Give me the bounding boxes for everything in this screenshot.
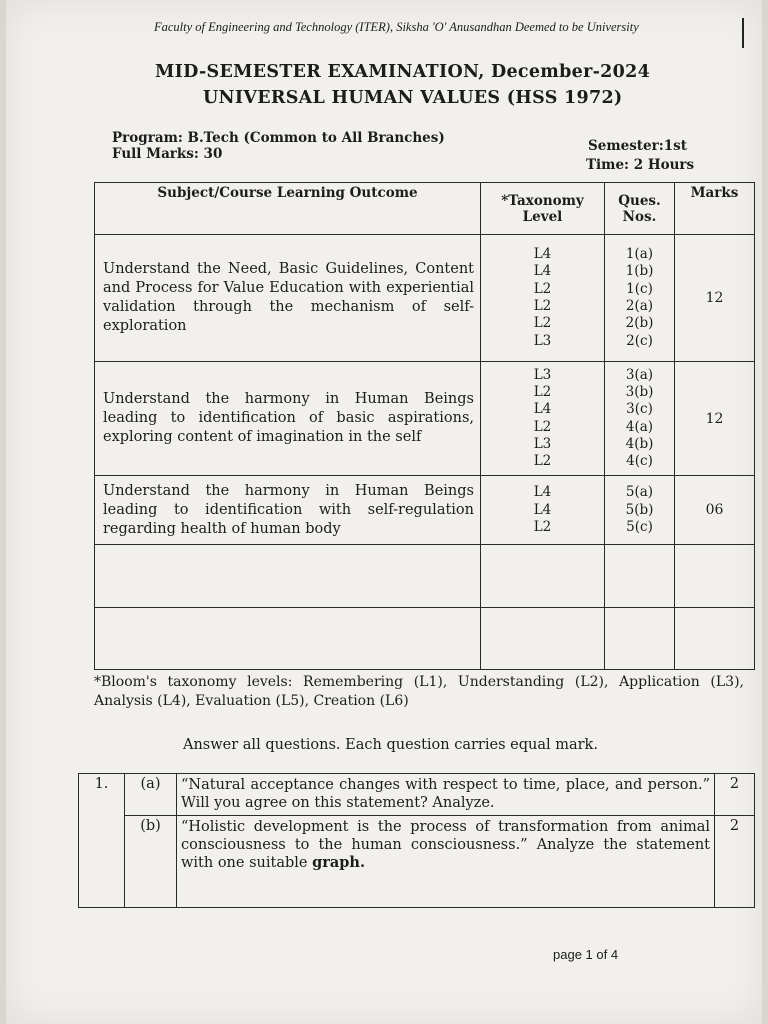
level-cell: L4 bbox=[533, 501, 552, 518]
header-questions: Ques. Nos. bbox=[605, 183, 675, 235]
level-cell: L2 bbox=[533, 518, 552, 535]
level-cell: L3 bbox=[533, 366, 552, 383]
instructions: Answer all questions. Each question carries equal mark. bbox=[183, 737, 598, 753]
question-cell: 5(b) bbox=[625, 501, 654, 518]
taxonomy-levels bbox=[481, 235, 605, 362]
learning-outcome-table bbox=[94, 182, 755, 670]
question-cell: 5(c) bbox=[626, 518, 653, 535]
question-cell: 2(c) bbox=[626, 332, 653, 349]
question-text-bold: graph. bbox=[312, 854, 365, 871]
margin-rule bbox=[742, 18, 744, 48]
marks-cell: 12 bbox=[675, 235, 755, 362]
level-cell: L4 bbox=[533, 401, 552, 418]
bloom-legend: *Bloom's taxonomy levels: Remembering (L1), Understanding (L2), Application (L3), Analysis (L4), Evaluation (L5), Creation (L6) bbox=[94, 674, 744, 709]
question-cell: 5(a) bbox=[625, 484, 654, 501]
sub-question-label: (b) bbox=[125, 816, 177, 908]
semester-label: Semester:1st bbox=[588, 138, 687, 154]
time-label: Time: 2 Hours bbox=[586, 157, 695, 173]
full-marks-label: Full Marks: 30 bbox=[112, 146, 223, 162]
question-text: “Natural acceptance changes with respect to time, place, and person.” Will you agree on this statement? Analyze. bbox=[177, 774, 715, 816]
question-cell: 2(a) bbox=[625, 297, 654, 314]
level-cell: L2 bbox=[533, 280, 552, 297]
page-number: page 1 of 4 bbox=[553, 947, 619, 962]
faculty-line: Faculty of Engineering and Technology (ITER), Siksha 'O' Anusandhan Deemed to be University bbox=[154, 20, 639, 34]
level-cell: L4 bbox=[533, 246, 552, 263]
level-cell: L3 bbox=[533, 332, 552, 349]
table-row-empty bbox=[95, 545, 755, 607]
question-marks: 2 bbox=[715, 816, 755, 908]
question-numbers bbox=[605, 235, 675, 362]
header-subject: Subject/Course Learning Outcome bbox=[95, 183, 481, 235]
question-cell: 3(c) bbox=[626, 401, 653, 418]
table-row bbox=[95, 361, 755, 475]
question-cell: 1(b) bbox=[625, 263, 654, 280]
question-cell: 1(c) bbox=[626, 280, 653, 297]
question-cell: 3(b) bbox=[625, 384, 654, 401]
question-row bbox=[79, 774, 755, 816]
level-cell: L2 bbox=[533, 453, 552, 470]
level-cell: L4 bbox=[533, 263, 552, 280]
sub-question-label: (a) bbox=[125, 774, 177, 816]
questions-table bbox=[78, 773, 755, 908]
question-cell: 2(b) bbox=[625, 315, 654, 332]
table-row bbox=[95, 235, 755, 362]
marks-cell: 12 bbox=[675, 361, 755, 475]
question-text bbox=[177, 816, 715, 908]
taxonomy-levels bbox=[481, 476, 605, 545]
table-header-row bbox=[95, 183, 755, 235]
program-label: Program: B.Tech (Common to All Branches) bbox=[112, 130, 445, 146]
question-numbers bbox=[605, 361, 675, 475]
outcome-text: Understand the harmony in Human Beings leading to identification of basic aspirations, exploring content of imagination in the self bbox=[95, 361, 481, 475]
question-cell: 3(a) bbox=[625, 366, 654, 383]
outcome-text: Understand the Need, Basic Guidelines, Content and Process for Value Education with experiential validation through the mechanism of self-exploration bbox=[95, 235, 481, 362]
question-cell: 4(a) bbox=[625, 418, 654, 435]
level-cell: L2 bbox=[533, 315, 552, 332]
table-row bbox=[95, 476, 755, 545]
level-cell: L2 bbox=[533, 418, 552, 435]
level-cell: L2 bbox=[533, 384, 552, 401]
header-taxonomy: *Taxonomy Level bbox=[481, 183, 605, 235]
question-numbers bbox=[605, 476, 675, 545]
taxonomy-levels bbox=[481, 361, 605, 475]
header-marks: Marks bbox=[675, 183, 755, 235]
level-cell: L3 bbox=[533, 435, 552, 452]
question-cell: 4(b) bbox=[625, 435, 654, 452]
outcome-text: Understand the harmony in Human Beings leading to identification with self-regulation regarding health of human body bbox=[95, 476, 481, 545]
question-text-main: “Holistic development is the process of transformation from animal consciousness to the human consciousness.” Analyze the statement with one suitable bbox=[181, 819, 710, 871]
marks-cell: 06 bbox=[675, 476, 755, 545]
question-cell: 1(a) bbox=[625, 246, 654, 263]
course-title: UNIVERSAL HUMAN VALUES (HSS 1972) bbox=[203, 88, 623, 108]
question-marks: 2 bbox=[715, 774, 755, 816]
table-row-empty bbox=[95, 607, 755, 670]
question-row bbox=[79, 816, 755, 908]
level-cell: L4 bbox=[533, 484, 552, 501]
level-cell: L2 bbox=[533, 297, 552, 314]
question-cell: 4(c) bbox=[626, 453, 653, 470]
exam-title: MID-SEMESTER EXAMINATION, December-2024 bbox=[155, 62, 651, 82]
question-number: 1. bbox=[79, 774, 125, 908]
